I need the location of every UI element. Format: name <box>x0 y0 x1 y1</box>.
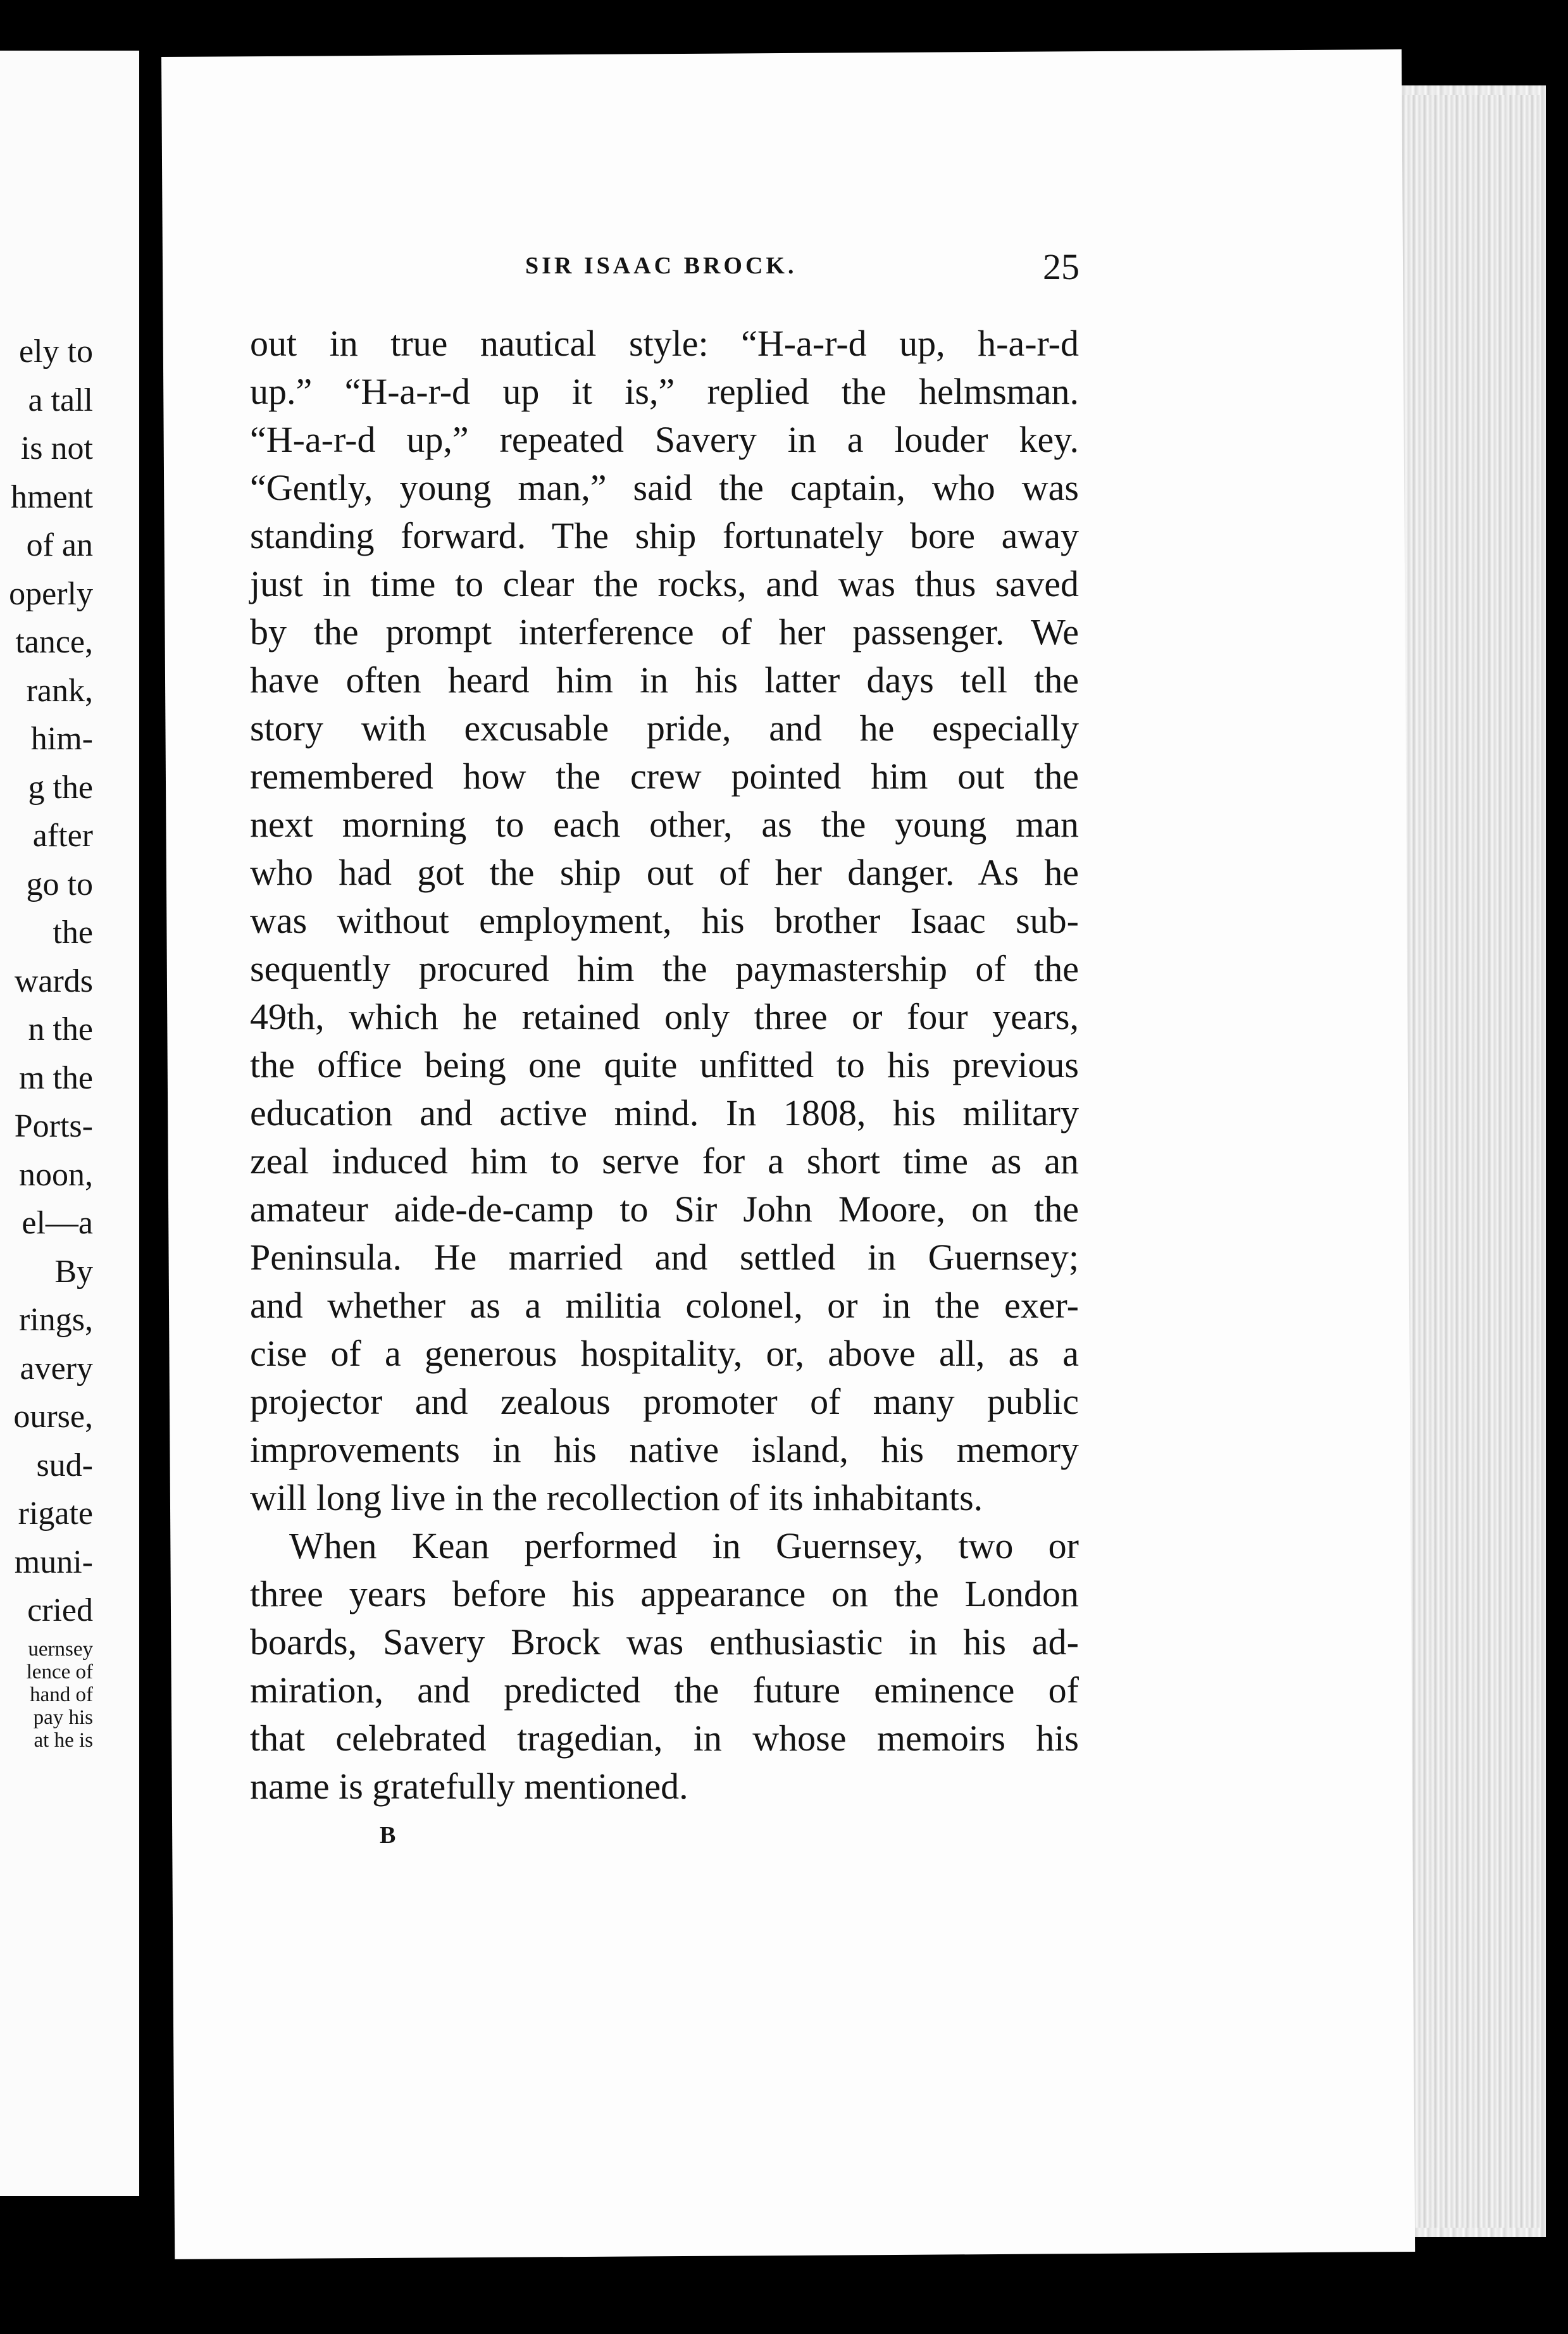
left-text-line: sud- <box>36 1447 93 1483</box>
left-text-line: m the <box>19 1059 93 1096</box>
page-number: 25 <box>1043 246 1080 287</box>
text-line: zeal induced him to serve for a short time as an <box>250 1140 1079 1182</box>
left-text-line: go to <box>26 866 93 902</box>
text-line: that celebrated tragedian, in whose memoirs his <box>250 1718 1079 1759</box>
text-line: name is gratefully mentioned. <box>250 1766 688 1807</box>
paragraph-2 <box>250 1522 1079 1811</box>
left-footnote-line: hand of <box>30 1683 93 1706</box>
text-line: out in true nautical style: “H-a-r-d up, h-a-r-d <box>250 323 1079 364</box>
left-text-line: a tall <box>28 382 93 418</box>
body-text <box>250 320 1079 1811</box>
left-text-line: avery <box>20 1350 93 1387</box>
left-text-line: cried <box>27 1592 93 1628</box>
text-line: have often heard him in his latter days tell the <box>250 659 1079 701</box>
text-line: up.” “H-a-r-d up it is,” replied the helmsman. <box>250 371 1079 412</box>
left-text-line: wards <box>14 963 93 999</box>
left-text-line: is not <box>20 430 93 466</box>
left-text-line: Ports- <box>14 1108 93 1144</box>
left-text-line: tance, <box>15 624 93 660</box>
text-line: projector and zealous promoter of many public <box>250 1381 1079 1422</box>
text-line: When Kean performed in Guernsey, two or <box>289 1525 1079 1566</box>
text-line: cise of a generous hospitality, or, above all, as a <box>250 1333 1079 1374</box>
text-line: improvements in his native island, his memory <box>250 1429 1079 1470</box>
text-line: Peninsula. He married and settled in Guernsey; <box>250 1237 1079 1278</box>
left-text-line: el—a <box>22 1205 93 1241</box>
left-text-line: after <box>32 818 93 854</box>
signature-mark: B <box>380 1822 396 1849</box>
running-head: SIR ISAAC BROCK. <box>525 253 797 279</box>
page-edges-inner <box>1395 95 1541 2228</box>
text-line: miration, and predicted the future eminence of <box>250 1669 1079 1711</box>
text-line: standing forward. The ship fortunately bore away <box>250 515 1079 556</box>
left-footnote-line: lence of <box>26 1661 93 1683</box>
left-text-line: operly <box>9 575 93 612</box>
text-line: three years before his appearance on the London <box>250 1573 1079 1614</box>
text-line: “H-a-r-d up,” repeated Savery in a louder key. <box>250 419 1079 460</box>
left-text-line: rigate <box>18 1495 93 1532</box>
left-text-line: ely to <box>19 334 93 370</box>
text-line: by the prompt interference of her passenger. We <box>250 611 1079 652</box>
text-line: remembered how the crew pointed him out the <box>250 756 1079 797</box>
text-line: will long live in the recollection of its inhabitants. <box>250 1477 983 1518</box>
left-footnote-line: at he is <box>34 1729 93 1752</box>
left-footnote-line: uernsey <box>28 1638 93 1661</box>
text-line: sequently procured him the paymastership of the <box>250 948 1079 989</box>
left-text-line: ourse, <box>13 1399 93 1435</box>
text-line: the office being one quite unfitted to his previous <box>250 1044 1079 1085</box>
text-line: boards, Savery Brock was enthusiastic in his ad- <box>250 1621 1079 1663</box>
text-line: was without employment, his brother Isaac sub- <box>250 900 1079 941</box>
text-line: who had got the ship out of her danger. As he <box>250 852 1079 893</box>
text-line: education and active mind. In 1808, his military <box>250 1092 1079 1133</box>
text-line: amateur aide-de-camp to Sir John Moore, on the <box>250 1189 1079 1230</box>
left-text-line: rank, <box>26 672 93 709</box>
left-text-line: noon, <box>19 1156 93 1193</box>
left-text-line: rings, <box>19 1302 93 1338</box>
left-text-line: n the <box>28 1011 93 1047</box>
text-line: story with excusable pride, and he especially <box>250 708 1079 749</box>
left-text-line: By <box>54 1253 93 1290</box>
text-line: just in time to clear the rocks, and was thus saved <box>250 563 1079 604</box>
left-text-line: the <box>53 914 93 951</box>
left-text-line: hment <box>11 478 93 515</box>
left-text-line: of an <box>26 527 93 563</box>
text-line: and whether as a militia colonel, or in the exer- <box>250 1285 1079 1326</box>
left-text-line: him- <box>30 721 93 757</box>
text-line: next morning to each other, as the young man <box>250 804 1079 845</box>
text-line: 49th, which he retained only three or four years, <box>250 996 1079 1037</box>
left-text-line: g the <box>28 769 93 806</box>
left-footnote-line: pay his <box>33 1706 93 1729</box>
text-line: “Gently, young man,” said the captain, who was <box>250 467 1079 508</box>
left-text-line: muni- <box>14 1544 93 1580</box>
paragraph-1 <box>250 320 1079 1522</box>
